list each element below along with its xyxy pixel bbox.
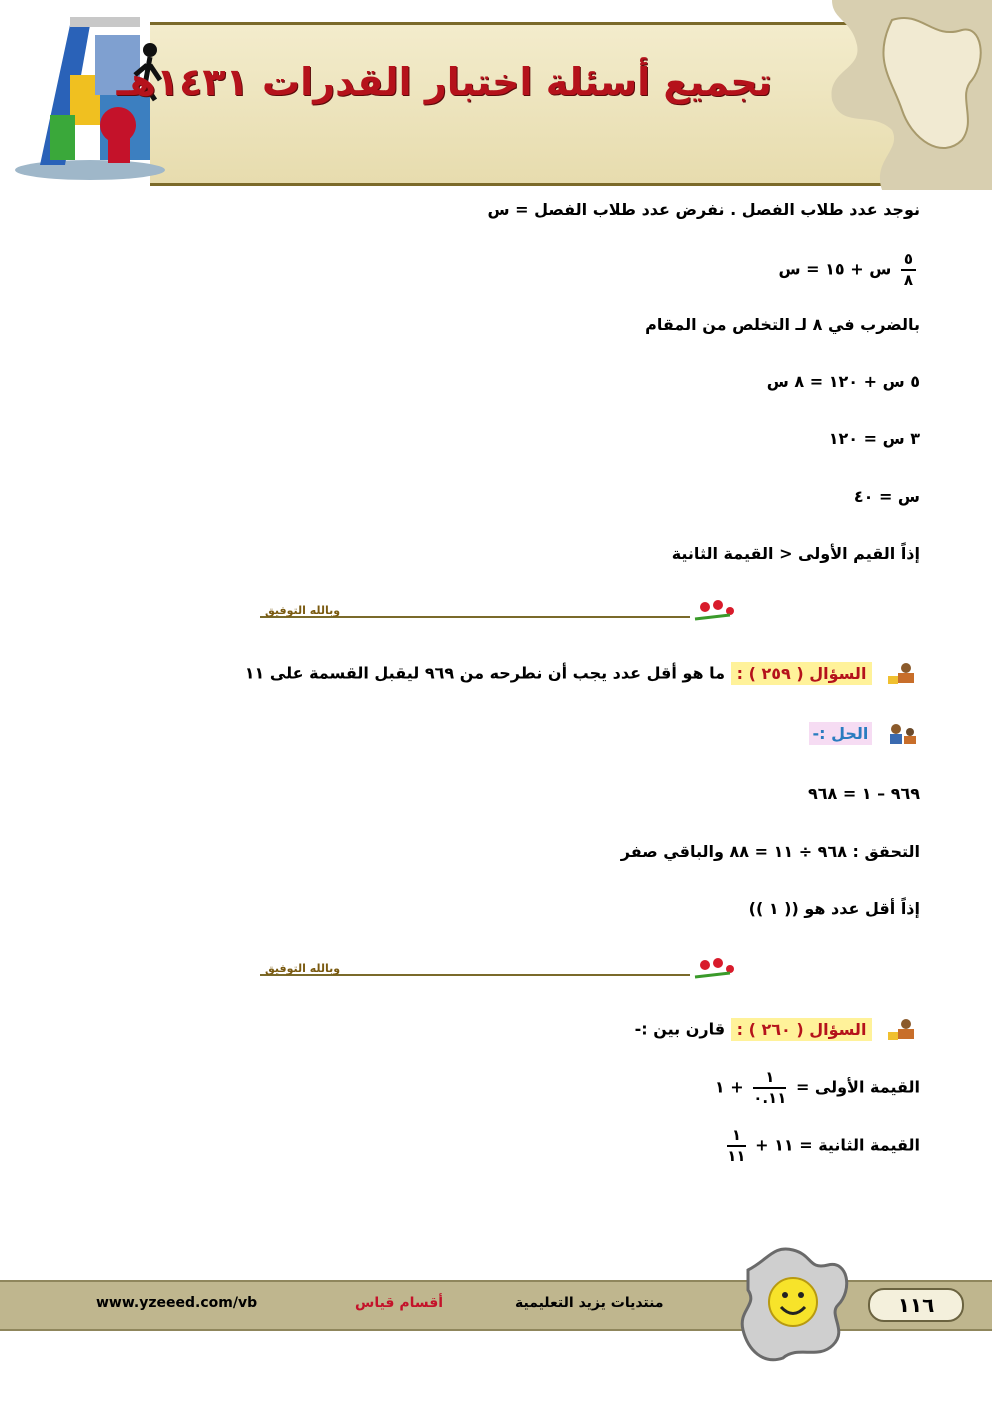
answer-line: إذاً أقل عدد هو (( ١ )): [748, 899, 920, 918]
solution-label: الحل :-: [809, 722, 873, 745]
value-one-suffix: + ١: [714, 1077, 744, 1097]
fraction-numerator: ١: [753, 1070, 786, 1089]
footer-forum-name: منتديات يزيد التعليمية: [515, 1295, 664, 1311]
page-number: ١١٦: [868, 1288, 964, 1322]
text-line: نوجد عدد طلاب الفصل . نفرض عدد طلاب الفصل = س: [487, 200, 920, 219]
solution-heading: [809, 722, 921, 746]
equation-text: س + ١٥ = س: [778, 259, 892, 279]
fraction-denominator: ٨: [903, 271, 913, 289]
fraction-numerator: ٥: [901, 252, 916, 271]
page-title: تجميع أسئلة اختبار القدرات ١٤٣١هـ: [116, 60, 772, 104]
equation-line: ٣ س = ١٢٠: [828, 429, 920, 448]
page-banner: [0, 0, 992, 190]
value-two-prefix: القيمة الثانية = ١١ +: [755, 1135, 920, 1155]
conclusion-line: إذاً القيم الأولى < القيمة الثانية: [671, 544, 920, 563]
fraction: [753, 1070, 786, 1106]
value-one-prefix: القيمة الأولى =: [795, 1077, 920, 1097]
separator-text: وبالله التوفيق: [265, 962, 341, 975]
students-icon: [884, 722, 920, 746]
smiley-puzzle-icon: [728, 1240, 858, 1365]
fraction: [727, 1128, 745, 1164]
equation-line: س = ٤٠: [853, 487, 920, 506]
value-two-line: [723, 1128, 920, 1164]
equation-line: ٩٦٩ – ١ = ٩٦٨: [807, 784, 920, 803]
equation-line: ٥ س + ١٢٠ = ٨ س: [766, 372, 920, 391]
equation-line: [778, 252, 920, 288]
question-text: ما هو أقل عدد يجب أن نطرحه من ٩٦٩ ليقبل القسمة على ١١: [244, 663, 726, 683]
footer-section-link[interactable]: أقسام قياس: [355, 1295, 444, 1311]
question-number-label: السؤال ( ٢٦٠ ) :: [731, 1018, 873, 1041]
text-line: بالضرب في ٨ لـ التخلص من المقام: [645, 315, 920, 334]
separator-divider: [260, 955, 740, 985]
separator-divider: [260, 597, 740, 627]
question-260: [635, 1018, 920, 1042]
value-one-line: [715, 1070, 920, 1106]
question-259: [245, 662, 920, 686]
footer-url-link[interactable]: www.yzeeed.com/vb: [96, 1295, 258, 1311]
question-text: قارن بين :-: [634, 1019, 726, 1039]
fraction-numerator: ١: [727, 1128, 745, 1147]
fraction-denominator: ١١: [727, 1147, 746, 1165]
fraction: [901, 252, 916, 288]
question-number-label: السؤال ( ٢٥٩ ) :: [731, 662, 873, 685]
verification-line: التحقق : ٩٦٨ ÷ ١١ = ٨٨ والباقي صفر: [620, 842, 920, 861]
separator-text: وبالله التوفيق: [265, 604, 341, 617]
student-reading-icon: [884, 1018, 920, 1042]
puzzle-pieces-icon: [772, 0, 992, 190]
fraction-denominator: ٠.١١: [753, 1089, 787, 1107]
student-reading-icon: [884, 662, 920, 686]
